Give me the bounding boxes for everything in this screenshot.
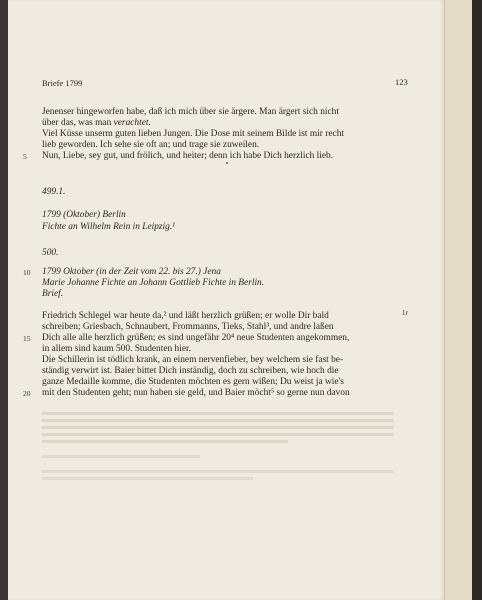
dot-mark bbox=[226, 162, 228, 164]
text-segment: über das, was man bbox=[42, 118, 114, 128]
text-line: ständig verwirt ist. Baier bittet Dich inständig, doch zu schreiben, wie hoch die bbox=[42, 366, 339, 376]
running-head: Briefe 1799 bbox=[42, 78, 83, 88]
text-line: Jenenser hingeworfen habe, daß ich mich über sie ärgere. Man ärgert sich nicht bbox=[42, 107, 339, 117]
margin-note: 1r bbox=[402, 309, 408, 317]
letter-number: 499.1. bbox=[42, 187, 66, 197]
letter-date-place: 1799 Oktober (in der Zeit vom 22. bis 27.) Jena bbox=[42, 267, 221, 277]
letter-type: Brief. bbox=[42, 289, 64, 299]
text-line: Dich alle alle herzlich grüßen; es sind ungefähr 20⁴ neue Studenten angekommen, bbox=[42, 333, 350, 343]
text-line: in allem sind kaum 500. Studenten hier. bbox=[42, 344, 191, 354]
letter-number: 500. bbox=[42, 248, 59, 258]
text-line: Die Schillerin ist tödlich krank, an einem nervenfieber, bey welchem sie fast be- bbox=[42, 355, 344, 365]
line-number: 5 bbox=[23, 152, 27, 161]
text-line: Nun, Liebe, sey gut, und frölich, und heiter; denn ich habe Dich herzlich lieb. bbox=[42, 151, 334, 161]
line-number: 10 bbox=[23, 268, 31, 277]
text-line: Friedrich Schlegel war heute da,² und läßt herzlich grüßen; er wolle Dir bald bbox=[42, 311, 329, 321]
letter-sender-recipient: Fichte an Wilhelm Rein in Leipzig.¹ bbox=[42, 222, 175, 232]
letter-sender-recipient: Marie Johanne Fichte an Johann Gottlieb Fichte in Berlin. bbox=[42, 278, 265, 288]
book-page bbox=[8, 0, 444, 600]
book-spine-shadow bbox=[472, 0, 482, 600]
text-line: mit den Studenten geht; nun haben sie geld, und Baier möcht⁵ so gerne nun davon bbox=[42, 388, 350, 398]
page-number: 123 bbox=[395, 77, 408, 87]
text-line: lieb geworden. Ich sehe sie oft an; und trage sie zuweilen. bbox=[42, 140, 260, 150]
text-line: Viel Küsse unserm guten lieben Jungen. Die Dose mit seinem Bilde ist mir recht bbox=[42, 129, 344, 139]
footnote-block-faded bbox=[42, 408, 394, 484]
line-number: 15 bbox=[23, 334, 31, 343]
text-segment-italic: verachtet. bbox=[113, 118, 151, 128]
line-number: 20 bbox=[23, 389, 31, 398]
text-line: ganze Medaille komme, die Studenten möchten es gern wißen; Du weist ja wie's bbox=[42, 377, 344, 387]
text-line: schreiben; Griesbach, Schnaubert, Frommanns, Tieks, Stahl³, und andre laßen bbox=[42, 322, 334, 332]
page-edges bbox=[444, 0, 473, 600]
text-line bbox=[42, 118, 151, 129]
letter-date-place: 1799 (Oktober) Berlin bbox=[42, 210, 126, 220]
